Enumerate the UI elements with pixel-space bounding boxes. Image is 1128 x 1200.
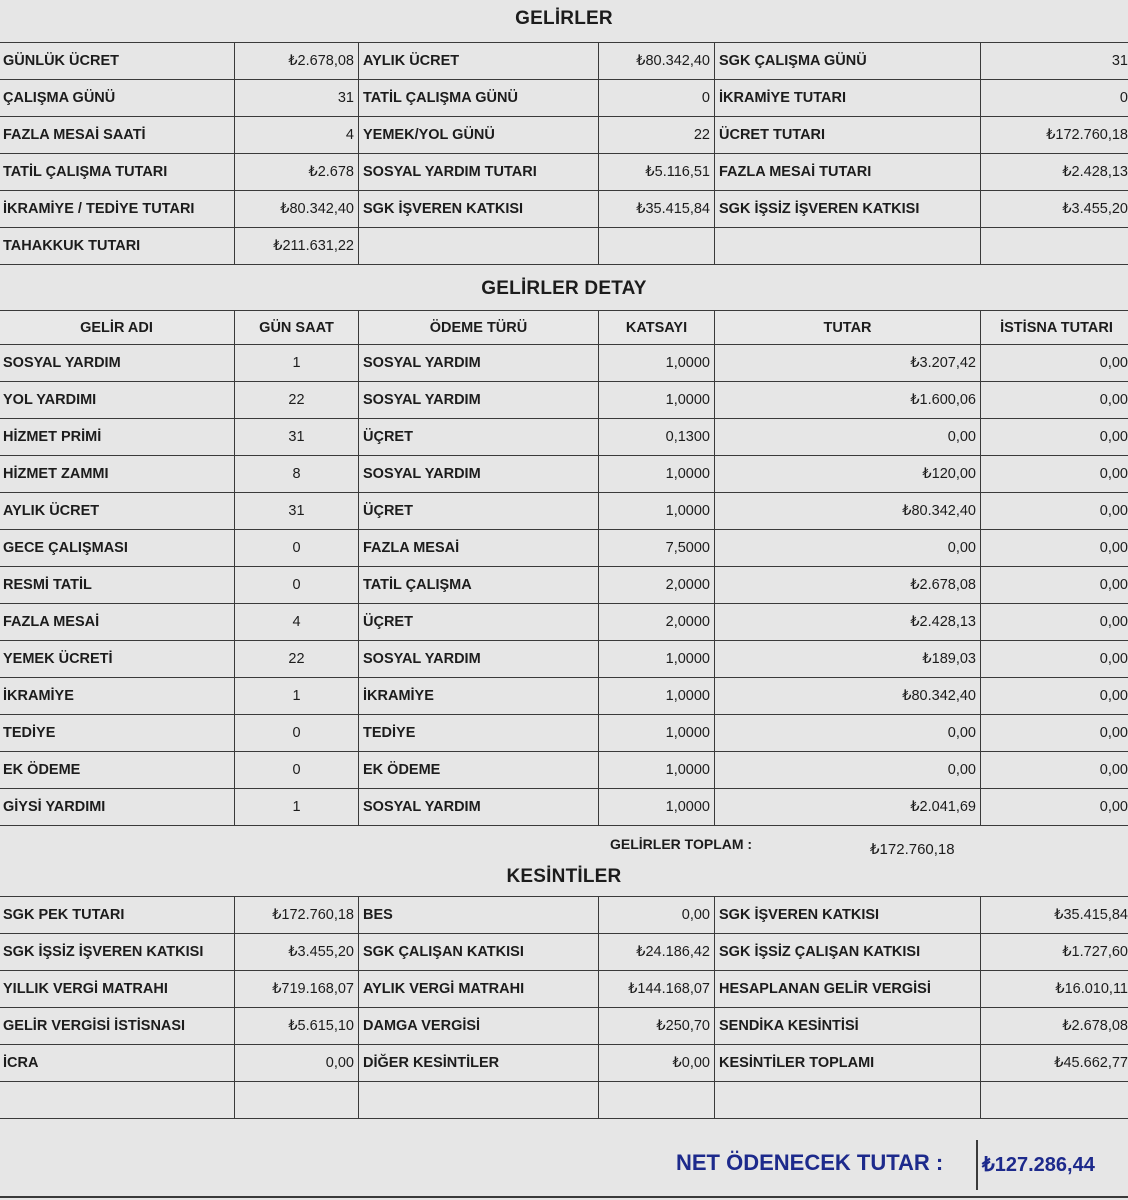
field-value: 22 bbox=[235, 382, 359, 419]
field-value: ₺2.678,08 bbox=[981, 1008, 1128, 1045]
field-value: ₺3.207,42 bbox=[715, 345, 981, 382]
field-value: SOSYAL YARDIM bbox=[359, 382, 599, 419]
field-value: ₺144.168,07 bbox=[599, 971, 715, 1008]
table-row bbox=[0, 567, 1128, 604]
field-value: 0,00 bbox=[599, 897, 715, 934]
field-value: 1,0000 bbox=[599, 345, 715, 382]
field-label: TATİL ÇALIŞMA GÜNÜ bbox=[359, 80, 599, 117]
field-label: DAMGA VERGİSİ bbox=[359, 1008, 599, 1045]
field-value: ₺2.678 bbox=[235, 154, 359, 191]
field-value bbox=[599, 228, 715, 265]
field-value: 1,0000 bbox=[599, 382, 715, 419]
field-value: ÜÇRET bbox=[359, 604, 599, 641]
gelirler-title: GELİRLER bbox=[515, 8, 613, 29]
field-value: ₺2.428,13 bbox=[981, 154, 1128, 191]
net-odenecek-label: NET ÖDENECEK TUTAR : bbox=[676, 1150, 944, 1175]
field-value: İKRAMİYE bbox=[359, 678, 599, 715]
field-value: ₺172.760,18 bbox=[235, 897, 359, 934]
table-row bbox=[0, 971, 1128, 1008]
field-value: 0,00 bbox=[981, 715, 1128, 752]
col-header: GÜN SAAT bbox=[235, 311, 359, 345]
field-value: FAZLA MESAİ bbox=[359, 530, 599, 567]
field-label: SGK İŞSİZ İŞVEREN KATKISI bbox=[715, 191, 981, 228]
kesintiler-table bbox=[0, 896, 1128, 1119]
field-value: SOSYAL YARDIM bbox=[359, 789, 599, 826]
field-label: İCRA bbox=[0, 1045, 235, 1082]
detay-header-row bbox=[0, 311, 1128, 345]
field-value: ₺35.415,84 bbox=[981, 897, 1128, 934]
field-value: ₺80.342,40 bbox=[715, 678, 981, 715]
field-value: 0 bbox=[235, 567, 359, 604]
field-value: 0,00 bbox=[235, 1045, 359, 1082]
gelirler-detay-title: GELİRLER DETAY bbox=[481, 278, 647, 299]
field-value: ₺35.415,84 bbox=[599, 191, 715, 228]
field-label: YEMEK ÜCRETİ bbox=[0, 641, 235, 678]
field-value: ₺250,70 bbox=[599, 1008, 715, 1045]
field-label: YILLIK VERGİ MATRAHI bbox=[0, 971, 235, 1008]
table-row bbox=[0, 752, 1128, 789]
field-value: TEDİYE bbox=[359, 715, 599, 752]
field-value: 0 bbox=[981, 80, 1128, 117]
table-row bbox=[0, 641, 1128, 678]
field-value: 2,0000 bbox=[599, 604, 715, 641]
field-label: TATİL ÇALIŞMA TUTARI bbox=[0, 154, 235, 191]
field-value: ₺2.678,08 bbox=[715, 567, 981, 604]
field-value: 22 bbox=[599, 117, 715, 154]
col-header: TUTAR bbox=[715, 311, 981, 345]
field-value: SOSYAL YARDIM bbox=[359, 345, 599, 382]
col-header: KATSAYI bbox=[599, 311, 715, 345]
field-value: 1,0000 bbox=[599, 752, 715, 789]
field-value: 0,00 bbox=[981, 493, 1128, 530]
field-label: FAZLA MESAİ TUTARI bbox=[715, 154, 981, 191]
table-row bbox=[0, 789, 1128, 826]
field-value: ₺0,00 bbox=[599, 1045, 715, 1082]
table-row bbox=[0, 382, 1128, 419]
table-row bbox=[0, 117, 1128, 154]
field-label: AYLIK ÜCRET bbox=[0, 493, 235, 530]
table-row bbox=[0, 80, 1128, 117]
field-value: 0,00 bbox=[715, 752, 981, 789]
field-value: 0,00 bbox=[981, 567, 1128, 604]
field-value: ₺2.678,08 bbox=[235, 43, 359, 80]
field-value: TATİL ÇALIŞMA bbox=[359, 567, 599, 604]
field-value: ₺3.455,20 bbox=[981, 191, 1128, 228]
col-header: İSTİSNA TUTARI bbox=[981, 311, 1128, 345]
field-value: 31 bbox=[235, 493, 359, 530]
field-label: SGK PEK TUTARI bbox=[0, 897, 235, 934]
field-label: HİZMET ZAMMI bbox=[0, 456, 235, 493]
table-row bbox=[0, 456, 1128, 493]
field-label: SGK ÇALIŞMA GÜNÜ bbox=[715, 43, 981, 80]
table-row bbox=[0, 154, 1128, 191]
field-label: SENDİKA KESİNTİSİ bbox=[715, 1008, 981, 1045]
field-value: 4 bbox=[235, 604, 359, 641]
field-label: SOSYAL YARDIM bbox=[0, 345, 235, 382]
field-value: ₺120,00 bbox=[715, 456, 981, 493]
field-label: KESİNTİLER TOPLAMI bbox=[715, 1045, 981, 1082]
gelirler-toplam-label: GELİRLER TOPLAM : bbox=[610, 836, 753, 852]
field-value: 0,1300 bbox=[599, 419, 715, 456]
field-label: AYLIK ÜCRET bbox=[359, 43, 599, 80]
field-value: 1,0000 bbox=[599, 456, 715, 493]
field-label: YOL YARDIMI bbox=[0, 382, 235, 419]
field-value: 31 bbox=[235, 80, 359, 117]
field-value: ₺189,03 bbox=[715, 641, 981, 678]
field-value: 0,00 bbox=[981, 641, 1128, 678]
field-value: ₺80.342,40 bbox=[715, 493, 981, 530]
table-row bbox=[0, 897, 1128, 934]
field-value: 0,00 bbox=[981, 678, 1128, 715]
field-value: 1,0000 bbox=[599, 715, 715, 752]
table-row bbox=[0, 1045, 1128, 1082]
field-value: ₺80.342,40 bbox=[235, 191, 359, 228]
field-label: GELİR VERGİSİ İSTİSNASI bbox=[0, 1008, 235, 1045]
field-value bbox=[599, 1082, 715, 1119]
field-value: 1 bbox=[235, 678, 359, 715]
field-label: SGK ÇALIŞAN KATKISI bbox=[359, 934, 599, 971]
field-value: 0,00 bbox=[981, 382, 1128, 419]
field-label: SOSYAL YARDIM TUTARI bbox=[359, 154, 599, 191]
net-odenecek-value: ₺127.286,44 bbox=[982, 1154, 1095, 1176]
field-value: ₺5.116,51 bbox=[599, 154, 715, 191]
field-value: ₺3.455,20 bbox=[235, 934, 359, 971]
field-label: HİZMET PRİMİ bbox=[0, 419, 235, 456]
field-value: EK ÖDEME bbox=[359, 752, 599, 789]
table-row bbox=[0, 530, 1128, 567]
field-label: RESMİ TATİL bbox=[0, 567, 235, 604]
field-value: 0,00 bbox=[981, 752, 1128, 789]
field-value: 1 bbox=[235, 789, 359, 826]
field-label: GECE ÇALIŞMASI bbox=[0, 530, 235, 567]
table-row bbox=[0, 228, 1128, 265]
field-label: İKRAMİYE TUTARI bbox=[715, 80, 981, 117]
field-value: 31 bbox=[235, 419, 359, 456]
field-value: ₺80.342,40 bbox=[599, 43, 715, 80]
gelirler-table bbox=[0, 42, 1128, 265]
field-value: ₺172.760,18 bbox=[981, 117, 1128, 154]
field-label: FAZLA MESAİ SAATİ bbox=[0, 117, 235, 154]
field-label bbox=[359, 228, 599, 265]
field-label: GÜNLÜK ÜCRET bbox=[0, 43, 235, 80]
table-row bbox=[0, 493, 1128, 530]
field-value: ÜÇRET bbox=[359, 493, 599, 530]
field-value: 0,00 bbox=[715, 530, 981, 567]
table-row bbox=[0, 43, 1128, 80]
table-row bbox=[0, 1082, 1128, 1119]
kesintiler-title: KESİNTİLER bbox=[506, 866, 622, 887]
field-value: 1,0000 bbox=[599, 789, 715, 826]
field-value: 0 bbox=[235, 715, 359, 752]
field-label: SGK İŞVEREN KATKISI bbox=[715, 897, 981, 934]
field-value: 0 bbox=[235, 752, 359, 789]
field-label: SGK İŞSİZ İŞVEREN KATKISI bbox=[0, 934, 235, 971]
field-value: 0,00 bbox=[981, 604, 1128, 641]
field-label: ÇALIŞMA GÜNÜ bbox=[0, 80, 235, 117]
field-label: EK ÖDEME bbox=[0, 752, 235, 789]
table-row bbox=[0, 934, 1128, 971]
field-value: ₺24.186,42 bbox=[599, 934, 715, 971]
field-value: 0,00 bbox=[715, 419, 981, 456]
field-value: ₺2.428,13 bbox=[715, 604, 981, 641]
field-value: 7,5000 bbox=[599, 530, 715, 567]
bottom-border bbox=[0, 1196, 1128, 1198]
field-label: TEDİYE bbox=[0, 715, 235, 752]
col-header: GELİR ADI bbox=[0, 311, 235, 345]
field-label bbox=[715, 1082, 981, 1119]
field-label: BES bbox=[359, 897, 599, 934]
field-value: 0,00 bbox=[715, 715, 981, 752]
field-value: 1,0000 bbox=[599, 493, 715, 530]
field-value: ₺45.662,77 bbox=[981, 1045, 1128, 1082]
field-value: 4 bbox=[235, 117, 359, 154]
table-row bbox=[0, 604, 1128, 641]
field-value bbox=[981, 1082, 1128, 1119]
field-value: ₺16.010,11 bbox=[981, 971, 1128, 1008]
field-label: FAZLA MESAİ bbox=[0, 604, 235, 641]
field-value: 0,00 bbox=[981, 530, 1128, 567]
field-value: 0 bbox=[235, 530, 359, 567]
field-value: SOSYAL YARDIM bbox=[359, 456, 599, 493]
gelirler-toplam-value: ₺172.760,18 bbox=[870, 841, 955, 858]
table-row bbox=[0, 678, 1128, 715]
field-value: 2,0000 bbox=[599, 567, 715, 604]
gelirler-detay-table bbox=[0, 310, 1128, 826]
field-label: SGK İŞVEREN KATKISI bbox=[359, 191, 599, 228]
field-label: HESAPLANAN GELİR VERGİSİ bbox=[715, 971, 981, 1008]
net-separator bbox=[976, 1140, 978, 1190]
field-value: 1,0000 bbox=[599, 678, 715, 715]
field-label: TAHAKKUK TUTARI bbox=[0, 228, 235, 265]
field-value: ÜÇRET bbox=[359, 419, 599, 456]
field-value: 0,00 bbox=[981, 419, 1128, 456]
col-header: ÖDEME TÜRÜ bbox=[359, 311, 599, 345]
field-value: 1,0000 bbox=[599, 641, 715, 678]
field-label: İKRAMİYE bbox=[0, 678, 235, 715]
field-value: 0,00 bbox=[981, 789, 1128, 826]
field-label: DİĞER KESİNTİLER bbox=[359, 1045, 599, 1082]
field-label bbox=[0, 1082, 235, 1119]
field-value: ₺1.727,60 bbox=[981, 934, 1128, 971]
field-label: GİYSİ YARDIMI bbox=[0, 789, 235, 826]
field-label: ÜCRET TUTARI bbox=[715, 117, 981, 154]
field-value: 0,00 bbox=[981, 456, 1128, 493]
field-value: ₺211.631,22 bbox=[235, 228, 359, 265]
field-value: 1 bbox=[235, 345, 359, 382]
field-value: ₺1.600,06 bbox=[715, 382, 981, 419]
table-row bbox=[0, 419, 1128, 456]
field-label: İKRAMİYE / TEDİYE TUTARI bbox=[0, 191, 235, 228]
field-value: ₺5.615,10 bbox=[235, 1008, 359, 1045]
table-row bbox=[0, 1008, 1128, 1045]
table-row bbox=[0, 715, 1128, 752]
field-value: 0,00 bbox=[981, 345, 1128, 382]
field-value: 0 bbox=[599, 80, 715, 117]
table-row bbox=[0, 191, 1128, 228]
field-label bbox=[715, 228, 981, 265]
field-value: SOSYAL YARDIM bbox=[359, 641, 599, 678]
field-value: ₺2.041,69 bbox=[715, 789, 981, 826]
field-value: ₺719.168,07 bbox=[235, 971, 359, 1008]
field-value: 31 bbox=[981, 43, 1128, 80]
field-label: YEMEK/YOL GÜNÜ bbox=[359, 117, 599, 154]
field-value: 22 bbox=[235, 641, 359, 678]
field-label: AYLIK VERGİ MATRAHI bbox=[359, 971, 599, 1008]
field-value: 8 bbox=[235, 456, 359, 493]
table-row bbox=[0, 345, 1128, 382]
field-label: SGK İŞSİZ ÇALIŞAN KATKISI bbox=[715, 934, 981, 971]
field-label bbox=[359, 1082, 599, 1119]
field-value bbox=[235, 1082, 359, 1119]
field-value bbox=[981, 228, 1128, 265]
